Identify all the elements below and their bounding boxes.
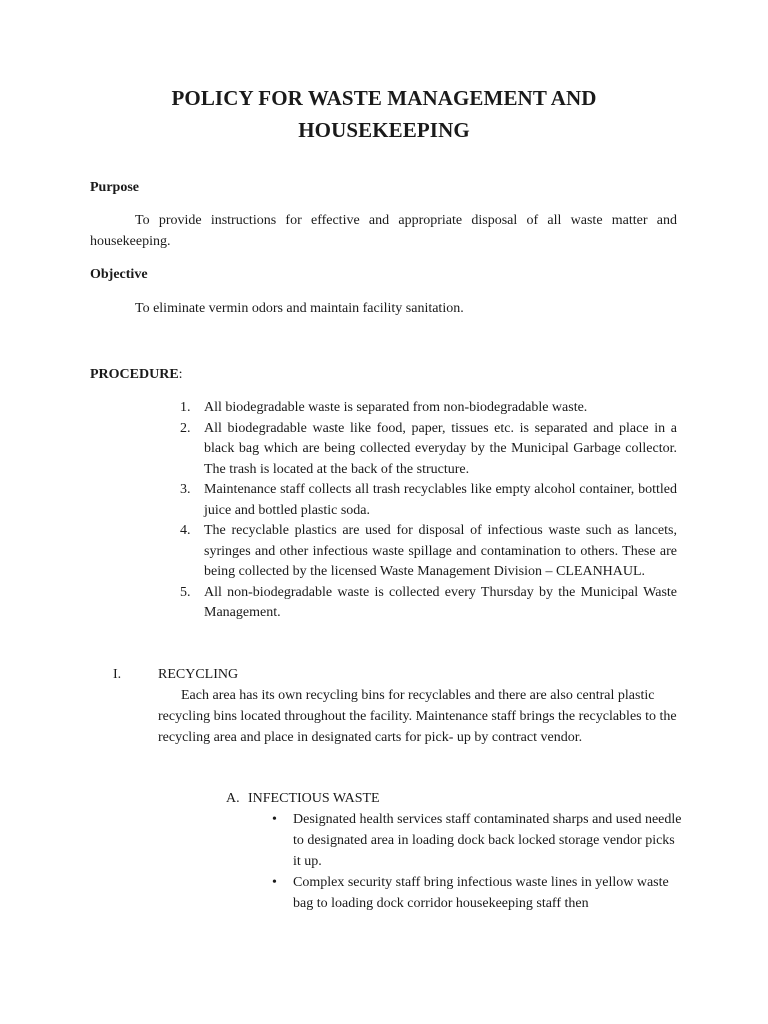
list-item <box>180 583 677 624</box>
list-item-text: Complex security staff bring infectious waste lines in yellow waste bag to loading dock corridor housekeeping staff then <box>293 875 669 911</box>
objective-heading: Objective <box>90 267 148 282</box>
section-title: RECYCLING <box>158 667 239 682</box>
section-number: I. <box>113 667 122 682</box>
list-item <box>180 398 677 419</box>
subsection-letter: A. <box>226 791 240 806</box>
document-title: POLICY FOR WASTE MANAGEMENT AND HOUSEKEEPING <box>171 86 597 142</box>
list-item-text: All biodegradable waste like food, paper, tissues etc. is separated and place in a black bag which are being collected everyday by the Municipal Garbage collector. The trash is located at the back of the structure. <box>204 420 677 477</box>
bullet-icon: • <box>272 812 277 827</box>
purpose-text: To provide instructions for effective and appropriate disposal of all waste matter and housekeeping. <box>90 213 677 249</box>
list-item-number: 3. <box>180 482 191 497</box>
list-item-text: All non-biodegradable waste is collected every Thursday by the Municipal Waste Management. <box>204 584 677 620</box>
list-item <box>180 419 677 481</box>
list-item-number: 5. <box>180 584 191 600</box>
list-item <box>272 872 682 914</box>
procedure-list <box>180 398 677 624</box>
list-item-number: 1. <box>180 400 191 415</box>
purpose-heading: Purpose <box>90 180 139 195</box>
list-item <box>180 480 677 521</box>
bullet-icon: • <box>272 875 277 890</box>
list-item-number: 4. <box>180 523 191 538</box>
list-item <box>272 809 682 872</box>
section-body: Each area has its own recycling bins for recyclables and there are also central plastic recycling bins located throughout the facility. Maintenance staff brings the recyclables to the recycling area and place in designated carts for pick- up by contract vendor. <box>158 688 677 745</box>
list-item-text: The recyclable plastics are used for disposal of infectious waste such as lancets, syringes and other infectious waste spillage and contamination to others. These are being collected by the licensed Waste Management Division – CLEANHAUL. <box>204 523 677 579</box>
procedure-heading <box>90 365 183 385</box>
list-item-text: Maintenance staff collects all trash recyclables like empty alcohol container, bottled juice and bottled plastic soda. <box>204 482 677 518</box>
infectious-waste-list <box>272 809 682 914</box>
list-item <box>180 521 677 583</box>
list-item-text: All biodegradable waste is separated from non-biodegradable waste. <box>204 400 588 415</box>
subsection-title: INFECTIOUS WASTE <box>248 791 380 806</box>
list-item-number: 2. <box>180 420 191 436</box>
procedure-colon: : <box>178 367 183 382</box>
procedure-label: PROCEDURE <box>90 367 179 382</box>
objective-text: To eliminate vermin odors and maintain facility sanitation. <box>135 301 464 316</box>
list-item-text: Designated health services staff contaminated sharps and used needle to designated area in loading dock back locked storage vendor picks it up. <box>293 812 682 869</box>
